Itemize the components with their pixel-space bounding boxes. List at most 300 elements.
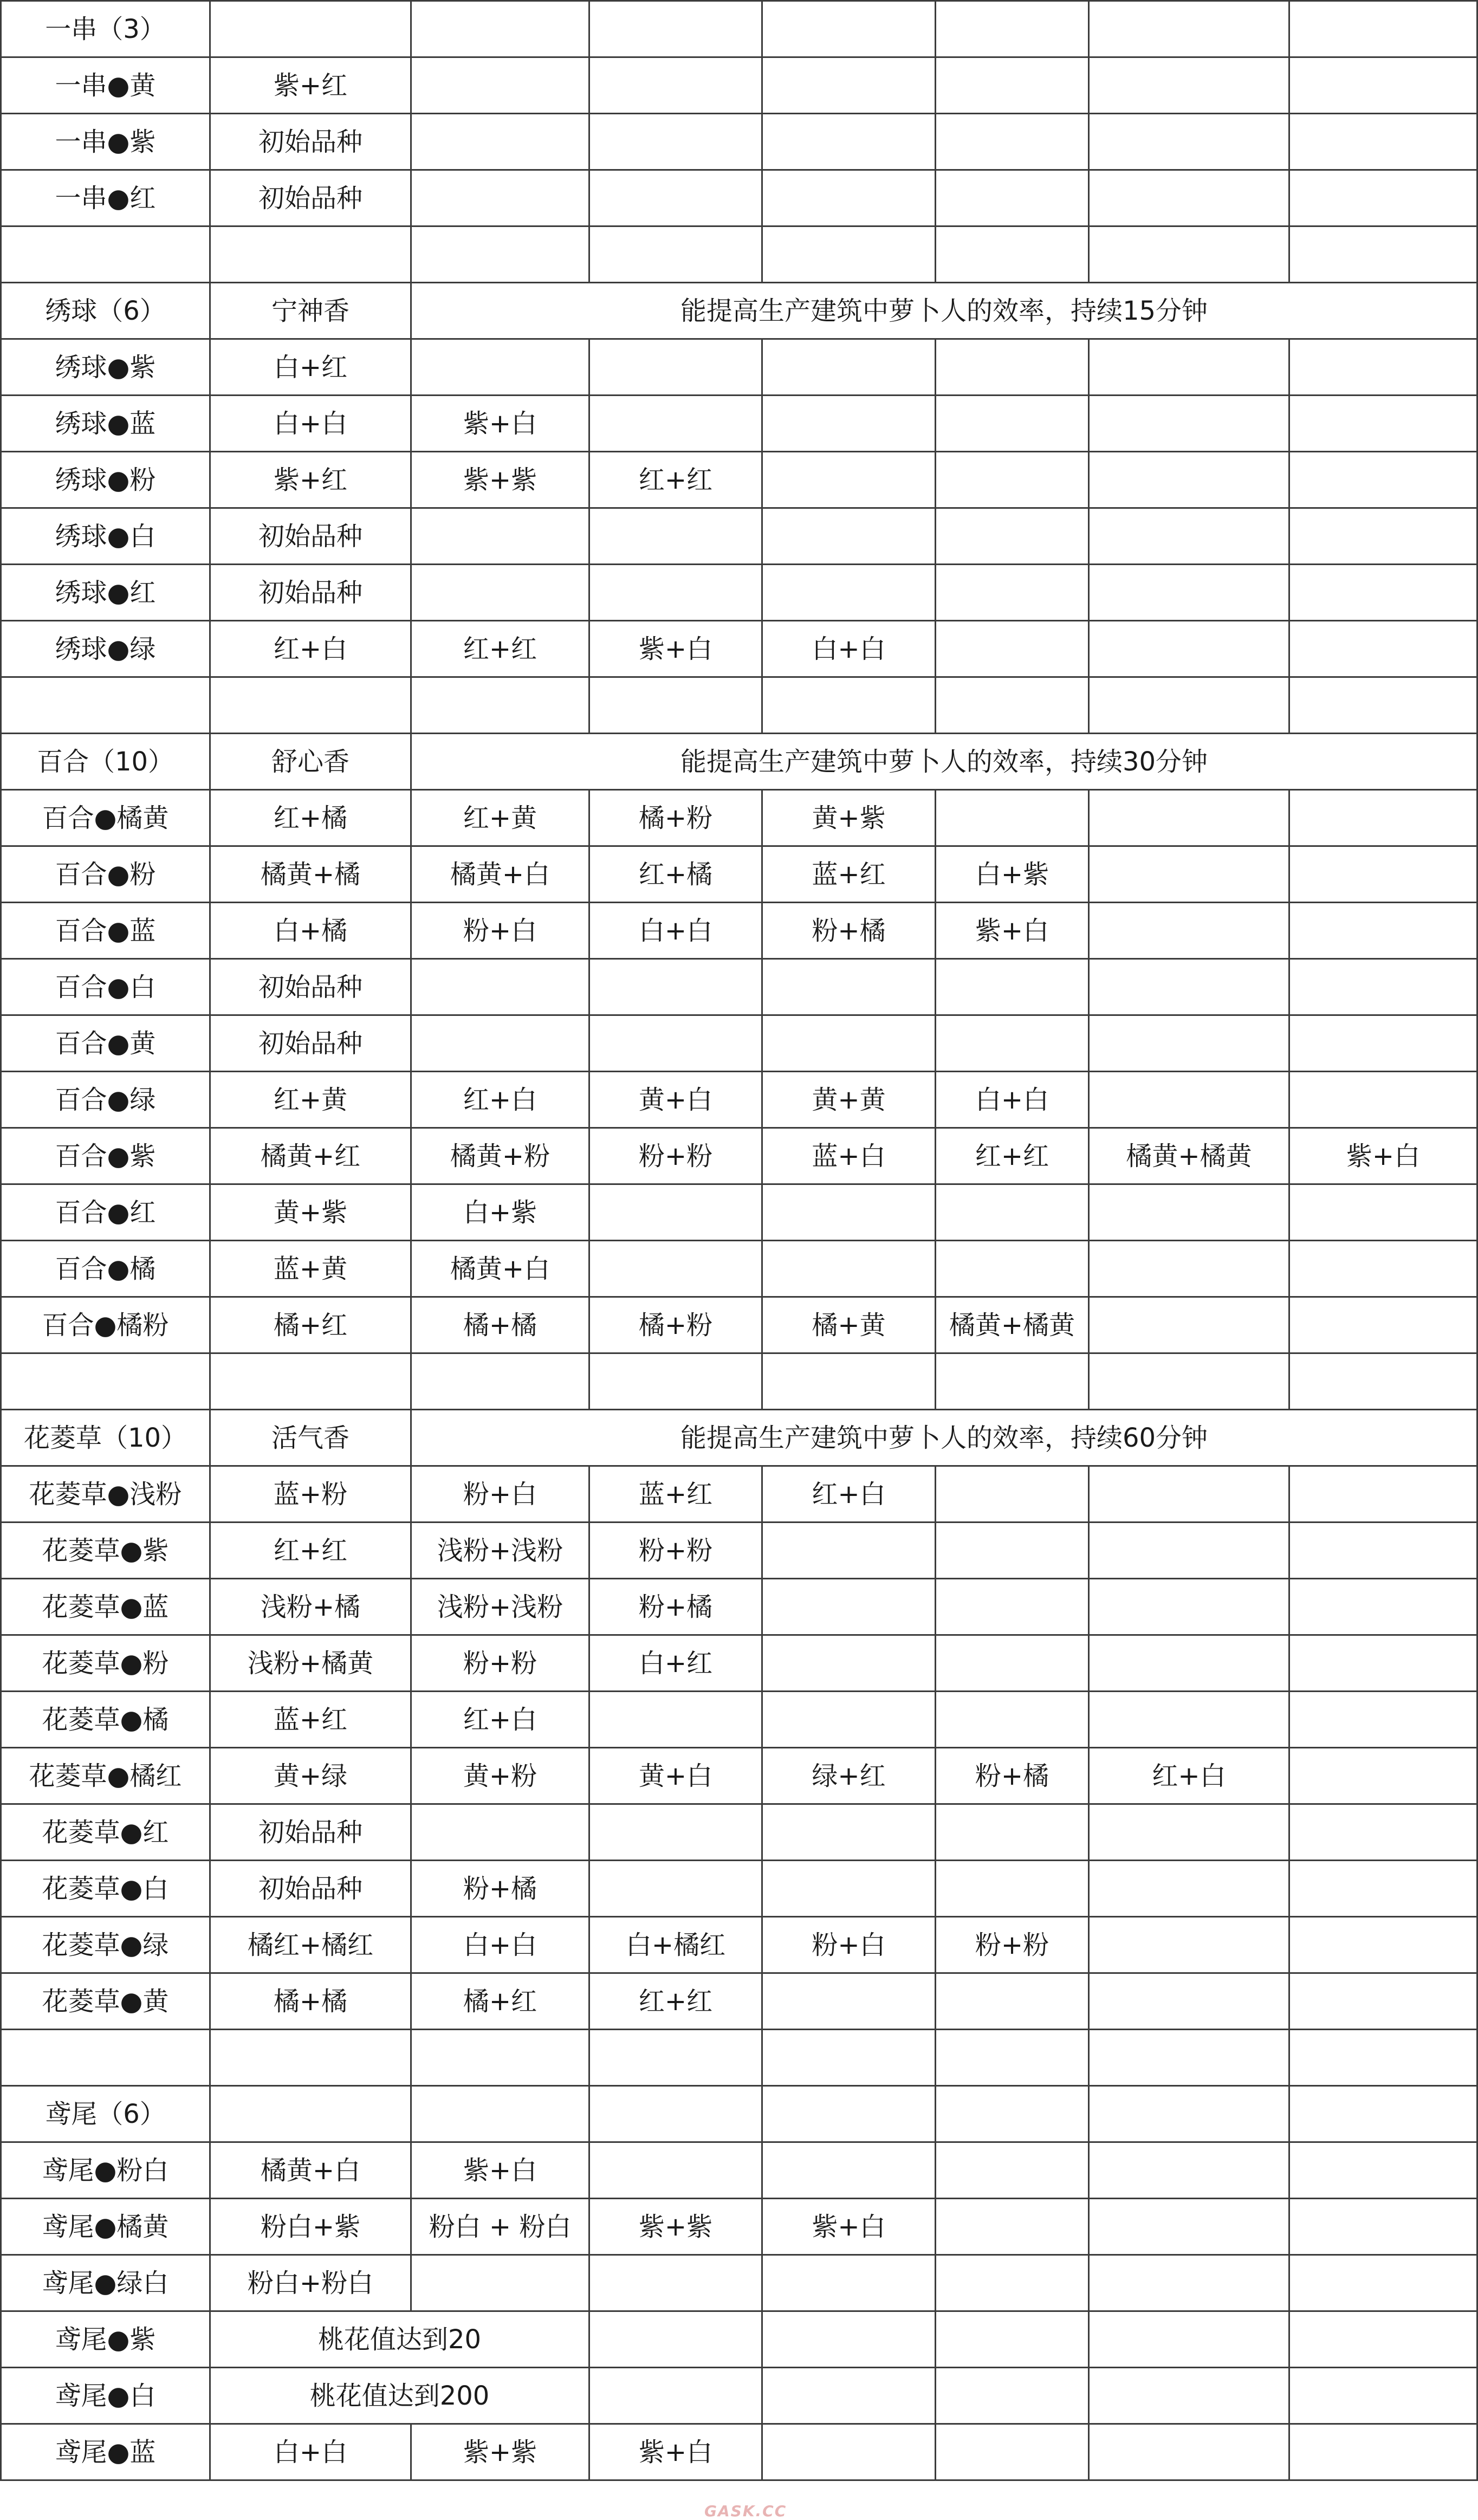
recipe-cell (1289, 452, 1477, 508)
recipe-cell (1089, 1184, 1289, 1241)
recipe-cell (1289, 1635, 1477, 1692)
table-row (1, 283, 1477, 339)
flower-name-cell (1, 2030, 210, 2086)
recipe-cell: 白+红 (589, 1635, 762, 1692)
recipe-cell (936, 959, 1089, 1015)
recipe-cell (936, 1635, 1089, 1692)
recipe-cell (1289, 1, 1477, 57)
flower-name-cell: 花菱草●绿 (1, 1917, 210, 1973)
table-row (1, 396, 1477, 452)
recipe-cell: 粉+橘 (936, 1748, 1089, 1804)
recipe-cell: 白+橘 (210, 903, 411, 959)
recipe-cell (589, 57, 762, 114)
recipe-cell: 橘黄+白 (411, 846, 589, 903)
recipe-cell (210, 226, 411, 283)
recipe-cell: 紫+白 (589, 621, 762, 677)
recipe-cell (936, 2424, 1089, 2480)
recipe-cell: 粉+橘 (411, 1861, 589, 1917)
recipe-cell (1289, 2142, 1477, 2199)
recipe-cell: 红+白 (762, 1466, 936, 1523)
effect-description-cell: 能提高生产建筑中萝卜人的效率，持续15分钟 (411, 283, 1477, 339)
flower-name-cell: 花菱草●蓝 (1, 1579, 210, 1635)
recipe-cell: 蓝+黄 (210, 1241, 411, 1297)
recipe-cell (411, 1, 589, 57)
flower-name-cell: 一串●红 (1, 170, 210, 226)
table-row (1, 1072, 1477, 1128)
recipe-cell (936, 1466, 1089, 1523)
flower-name-cell: 百合●橘 (1, 1241, 210, 1297)
recipe-cell: 初始品种 (210, 959, 411, 1015)
recipe-cell (1089, 1297, 1289, 1353)
flower-name-cell: 百合●黄 (1, 1015, 210, 1072)
recipe-cell: 初始品种 (210, 1804, 411, 1861)
recipe-cell (589, 1015, 762, 1072)
recipe-cell (762, 677, 936, 734)
recipe-cell (1289, 1015, 1477, 1072)
recipe-cell (1089, 339, 1289, 396)
effect-description-cell: 能提高生产建筑中萝卜人的效率，持续60分钟 (411, 1410, 1477, 1466)
recipe-cell (762, 339, 936, 396)
recipe-cell: 橘黄+橘 (210, 846, 411, 903)
recipe-cell (1089, 1579, 1289, 1635)
recipe-cell: 初始品种 (210, 565, 411, 621)
recipe-cell (1289, 1184, 1477, 1241)
recipe-cell (762, 226, 936, 283)
flower-name-cell: 鸢尾（6） (1, 2086, 210, 2142)
recipe-cell (762, 1579, 936, 1635)
recipe-cell (936, 396, 1089, 452)
recipe-cell (1089, 2424, 1289, 2480)
recipe-cell (1289, 2086, 1477, 2142)
table-cell (762, 2368, 936, 2424)
table-cell (936, 2311, 1089, 2368)
recipe-cell: 黄+白 (589, 1072, 762, 1128)
recipe-cell (1289, 1466, 1477, 1523)
recipe-cell: 紫+紫 (589, 2199, 762, 2255)
recipe-cell: 红+黄 (210, 1072, 411, 1128)
flower-name-cell: 花菱草●紫 (1, 1523, 210, 1579)
recipe-cell: 蓝+红 (762, 846, 936, 903)
recipe-cell (936, 565, 1089, 621)
recipe-cell (1089, 2142, 1289, 2199)
recipe-cell: 白+白 (411, 1917, 589, 1973)
recipe-cell: 粉+粉 (589, 1523, 762, 1579)
recipe-cell: 白+白 (210, 396, 411, 452)
table-row (1, 1, 1477, 57)
recipe-cell (1289, 170, 1477, 226)
recipe-cell (762, 1861, 936, 1917)
table-row (1, 2311, 1477, 2368)
recipe-cell: 紫+紫 (411, 452, 589, 508)
recipe-cell (762, 1804, 936, 1861)
recipe-cell (1089, 508, 1289, 565)
recipe-cell: 红+白 (411, 1692, 589, 1748)
table-cell (589, 2311, 762, 2368)
recipe-cell (1289, 1692, 1477, 1748)
recipe-cell (762, 1523, 936, 1579)
recipe-cell (1289, 2199, 1477, 2255)
table-row (1, 903, 1477, 959)
recipe-cell (762, 170, 936, 226)
table-row (1, 1466, 1477, 1523)
flower-name-cell: 鸢尾●橘黄 (1, 2199, 210, 2255)
recipe-cell: 橘黄+白 (411, 1241, 589, 1297)
recipe-cell (1089, 1973, 1289, 2030)
flower-name-cell: 百合●白 (1, 959, 210, 1015)
table-row (1, 1635, 1477, 1692)
recipe-cell (1089, 1015, 1289, 1072)
recipe-cell: 橘+橘 (411, 1297, 589, 1353)
recipe-cell (589, 114, 762, 170)
recipe-cell (762, 565, 936, 621)
recipe-cell: 紫+白 (1289, 1128, 1477, 1184)
flower-name-cell: 绣球●红 (1, 565, 210, 621)
recipe-cell (762, 57, 936, 114)
recipe-cell (1289, 565, 1477, 621)
recipe-cell (936, 114, 1089, 170)
recipe-cell (1089, 565, 1289, 621)
recipe-cell: 白+紫 (411, 1184, 589, 1241)
table-row (1, 1353, 1477, 1410)
recipe-cell (762, 2255, 936, 2311)
recipe-cell: 橘+粉 (589, 1297, 762, 1353)
recipe-cell (1289, 1579, 1477, 1635)
incense-cell: 活气香 (210, 1410, 411, 1466)
recipe-cell: 浅粉+浅粉 (411, 1523, 589, 1579)
recipe-cell: 黄+绿 (210, 1748, 411, 1804)
recipe-cell (936, 2030, 1089, 2086)
recipe-cell: 紫+红 (210, 452, 411, 508)
recipe-cell: 浅粉+橘黄 (210, 1635, 411, 1692)
recipe-cell (411, 114, 589, 170)
table-row (1, 1523, 1477, 1579)
recipe-cell (1289, 846, 1477, 903)
recipe-cell: 橘+粉 (589, 790, 762, 846)
recipe-cell: 粉+白 (762, 1917, 936, 1973)
recipe-cell: 粉白+紫 (210, 2199, 411, 2255)
table-row (1, 170, 1477, 226)
recipe-cell (936, 2142, 1089, 2199)
effect-description-cell: 能提高生产建筑中萝卜人的效率，持续30分钟 (411, 734, 1477, 790)
recipe-cell (1089, 452, 1289, 508)
recipe-cell (762, 2424, 936, 2480)
recipe-cell: 粉+白 (411, 1466, 589, 1523)
recipe-cell: 橘+红 (411, 1973, 589, 2030)
recipe-cell (1089, 2086, 1289, 2142)
recipe-cell (1089, 1, 1289, 57)
recipe-cell (589, 677, 762, 734)
recipe-cell (1089, 1241, 1289, 1297)
recipe-cell (936, 452, 1089, 508)
recipe-cell: 浅粉+浅粉 (411, 1579, 589, 1635)
recipe-cell (936, 1, 1089, 57)
recipe-cell (762, 1, 936, 57)
recipe-cell (589, 2142, 762, 2199)
flower-name-cell: 花菱草●白 (1, 1861, 210, 1917)
flower-name-cell: 百合●橘粉 (1, 1297, 210, 1353)
recipe-cell (936, 1184, 1089, 1241)
recipe-cell: 红+橘 (589, 846, 762, 903)
recipe-cell (411, 1015, 589, 1072)
table-row (1, 1973, 1477, 2030)
recipe-cell (1089, 226, 1289, 283)
recipe-cell (762, 959, 936, 1015)
recipe-cell (589, 339, 762, 396)
recipe-cell: 初始品种 (210, 114, 411, 170)
table-body (1, 1, 1477, 2480)
recipe-cell (1289, 959, 1477, 1015)
recipe-cell (411, 57, 589, 114)
recipe-cell (589, 1353, 762, 1410)
unlock-condition-cell: 桃花值达到20 (210, 2311, 589, 2368)
recipe-cell (762, 1692, 936, 1748)
recipe-cell: 紫+白 (411, 396, 589, 452)
recipe-cell: 粉+粉 (589, 1128, 762, 1184)
recipe-cell (936, 170, 1089, 226)
recipe-cell (1089, 1523, 1289, 1579)
table-row (1, 790, 1477, 846)
recipe-cell (762, 2030, 936, 2086)
recipe-cell: 红+白 (1089, 1748, 1289, 1804)
flower-name-cell (1, 226, 210, 283)
recipe-cell: 粉+粉 (936, 1917, 1089, 1973)
recipe-cell (936, 57, 1089, 114)
recipe-cell (1289, 57, 1477, 114)
recipe-cell: 红+白 (411, 1072, 589, 1128)
recipe-cell (411, 2255, 589, 2311)
recipe-cell (1289, 903, 1477, 959)
recipe-cell (1289, 1297, 1477, 1353)
recipe-cell (411, 339, 589, 396)
recipe-cell (210, 2030, 411, 2086)
recipe-cell: 红+橘 (210, 790, 411, 846)
recipe-cell (1289, 1353, 1477, 1410)
incense-cell: 舒心香 (210, 734, 411, 790)
recipe-cell: 绿+红 (762, 1748, 936, 1804)
flower-name-cell: 百合●绿 (1, 1072, 210, 1128)
recipe-cell (936, 621, 1089, 677)
flower-name-cell: 花菱草●橘 (1, 1692, 210, 1748)
recipe-cell: 粉+白 (411, 903, 589, 959)
recipe-cell (762, 1184, 936, 1241)
recipe-cell: 红+红 (589, 452, 762, 508)
recipe-cell (936, 1861, 1089, 1917)
flower-name-cell: 花菱草●浅粉 (1, 1466, 210, 1523)
recipe-cell: 紫+白 (411, 2142, 589, 2199)
recipe-cell (1289, 790, 1477, 846)
table-cell (1089, 2368, 1289, 2424)
recipe-cell (762, 1973, 936, 2030)
recipe-cell (936, 1973, 1089, 2030)
recipe-cell: 橘+黄 (762, 1297, 936, 1353)
recipe-cell (1289, 226, 1477, 283)
recipe-cell (210, 1, 411, 57)
recipe-cell (411, 1353, 589, 1410)
table-row (1, 1748, 1477, 1804)
recipe-cell (411, 2086, 589, 2142)
table-cell (936, 2368, 1089, 2424)
recipe-cell (411, 1804, 589, 1861)
recipe-cell: 蓝+红 (210, 1692, 411, 1748)
recipe-cell (1089, 2199, 1289, 2255)
recipe-cell: 白+白 (762, 621, 936, 677)
recipe-cell: 初始品种 (210, 1861, 411, 1917)
recipe-cell (1089, 790, 1289, 846)
recipe-cell (589, 226, 762, 283)
recipe-cell (762, 1015, 936, 1072)
recipe-cell (589, 1241, 762, 1297)
flower-name-cell: 百合●粉 (1, 846, 210, 903)
recipe-cell (936, 1579, 1089, 1635)
flower-name-cell: 花菱草●黄 (1, 1973, 210, 2030)
recipe-cell (1089, 1466, 1289, 1523)
recipe-cell: 粉白+粉白 (210, 2255, 411, 2311)
recipe-cell: 蓝+红 (589, 1466, 762, 1523)
recipe-cell (1089, 1804, 1289, 1861)
recipe-cell: 红+红 (210, 1523, 411, 1579)
recipe-cell (936, 790, 1089, 846)
recipe-cell: 初始品种 (210, 508, 411, 565)
recipe-cell: 紫+白 (936, 903, 1089, 959)
recipe-cell (1289, 2030, 1477, 2086)
table-row (1, 846, 1477, 903)
recipe-cell (1289, 508, 1477, 565)
table-row (1, 2030, 1477, 2086)
recipe-cell (762, 2142, 936, 2199)
flower-name-cell: 花菱草●粉 (1, 1635, 210, 1692)
table-row (1, 2086, 1477, 2142)
flower-name-cell: 百合●红 (1, 1184, 210, 1241)
recipe-cell: 红+红 (589, 1973, 762, 2030)
recipe-cell (1289, 621, 1477, 677)
recipe-cell (1089, 1692, 1289, 1748)
recipe-cell: 粉+粉 (411, 1635, 589, 1692)
watermark: GASK.CC (704, 2502, 787, 2520)
flower-name-cell (1, 1353, 210, 1410)
flower-name-cell: 绣球（6） (1, 283, 210, 339)
recipe-cell (1289, 339, 1477, 396)
table-cell (1089, 2311, 1289, 2368)
recipe-cell: 白+红 (210, 339, 411, 396)
flower-name-cell: 一串（3） (1, 1, 210, 57)
flower-name-cell: 鸢尾●白 (1, 2368, 210, 2424)
table-row (1, 1241, 1477, 1297)
recipe-cell (936, 226, 1089, 283)
recipe-cell (1089, 57, 1289, 114)
recipe-cell (1089, 114, 1289, 170)
table-cell (1289, 2368, 1477, 2424)
recipe-cell: 橘黄+白 (210, 2142, 411, 2199)
recipe-cell (936, 339, 1089, 396)
recipe-cell (411, 170, 589, 226)
table-row (1, 2199, 1477, 2255)
recipe-cell (589, 2255, 762, 2311)
table-row (1, 508, 1477, 565)
recipe-cell: 浅粉+橘 (210, 1579, 411, 1635)
recipe-cell (1289, 1523, 1477, 1579)
recipe-cell (936, 1523, 1089, 1579)
recipe-cell: 黄+粉 (411, 1748, 589, 1804)
recipe-cell: 红+白 (210, 621, 411, 677)
recipe-cell: 橘黄+粉 (411, 1128, 589, 1184)
recipe-cell (589, 565, 762, 621)
flower-name-cell: 百合●蓝 (1, 903, 210, 959)
recipe-cell (1089, 170, 1289, 226)
flower-name-cell: 鸢尾●蓝 (1, 2424, 210, 2480)
recipe-cell (1089, 621, 1289, 677)
recipe-cell: 紫+白 (589, 2424, 762, 2480)
table-row (1, 1184, 1477, 1241)
recipe-cell: 红+红 (936, 1128, 1089, 1184)
recipe-cell (589, 1804, 762, 1861)
recipe-cell (762, 396, 936, 452)
recipe-cell (1089, 2030, 1289, 2086)
recipe-cell (1089, 903, 1289, 959)
recipe-cell (411, 2030, 589, 2086)
recipe-cell: 紫+红 (210, 57, 411, 114)
recipe-cell (1289, 2424, 1477, 2480)
recipe-cell (210, 677, 411, 734)
recipe-cell (589, 2086, 762, 2142)
flower-name-cell: 绣球●蓝 (1, 396, 210, 452)
recipe-cell: 黄+紫 (210, 1184, 411, 1241)
recipe-cell (1289, 1973, 1477, 2030)
recipe-cell (210, 1353, 411, 1410)
table-row (1, 2368, 1477, 2424)
recipe-cell: 白+橘红 (589, 1917, 762, 1973)
recipe-cell (762, 1353, 936, 1410)
recipe-cell (936, 1353, 1089, 1410)
recipe-cell (589, 170, 762, 226)
recipe-cell (589, 396, 762, 452)
recipe-cell (936, 1804, 1089, 1861)
recipe-cell (1289, 1804, 1477, 1861)
recipe-cell: 粉+橘 (589, 1579, 762, 1635)
table-row (1, 1579, 1477, 1635)
flower-name-cell: 百合（10） (1, 734, 210, 790)
table-row (1, 452, 1477, 508)
unlock-condition-cell: 桃花值达到200 (210, 2368, 589, 2424)
recipe-cell (1289, 1917, 1477, 1973)
recipe-cell (762, 1241, 936, 1297)
recipe-cell (1289, 114, 1477, 170)
recipe-cell: 橘黄+红 (210, 1128, 411, 1184)
table-row (1, 339, 1477, 396)
flower-name-cell: 百合●紫 (1, 1128, 210, 1184)
recipe-cell: 白+白 (589, 903, 762, 959)
recipe-cell: 初始品种 (210, 1015, 411, 1072)
recipe-cell (1089, 396, 1289, 452)
recipe-cell (411, 226, 589, 283)
recipe-cell (936, 508, 1089, 565)
recipe-cell (936, 1692, 1089, 1748)
table-row (1, 677, 1477, 734)
table-row (1, 1917, 1477, 1973)
recipe-cell (1089, 1917, 1289, 1973)
recipe-cell (1289, 677, 1477, 734)
recipe-cell (1289, 2255, 1477, 2311)
recipe-cell (589, 508, 762, 565)
flower-name-cell: 绣球●粉 (1, 452, 210, 508)
flower-name-cell (1, 677, 210, 734)
recipe-cell (589, 1, 762, 57)
recipe-cell: 黄+紫 (762, 790, 936, 846)
recipe-cell (1089, 1353, 1289, 1410)
table-row (1, 1692, 1477, 1748)
flower-name-cell: 花菱草（10） (1, 1410, 210, 1466)
recipe-cell: 白+紫 (936, 846, 1089, 903)
recipe-cell (589, 959, 762, 1015)
